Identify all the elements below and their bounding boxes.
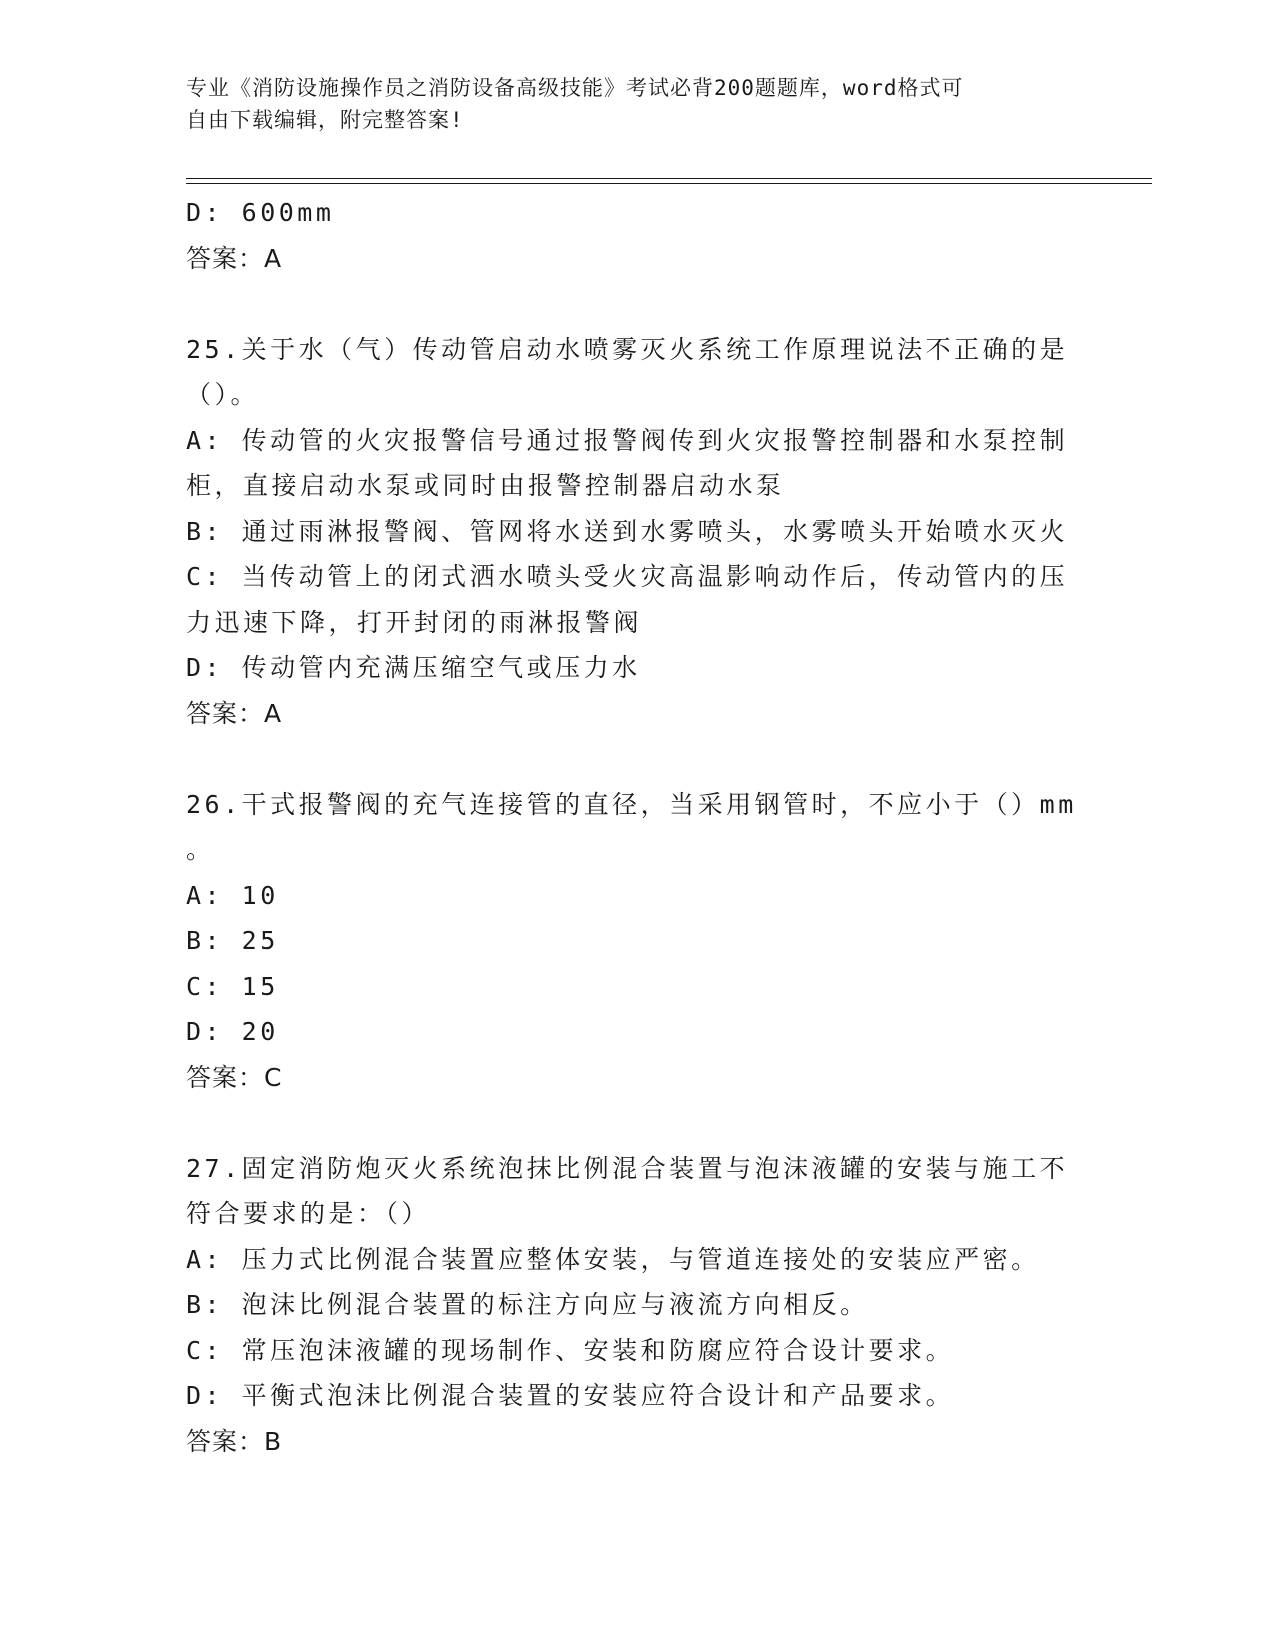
option-d: D: 600mm: [186, 198, 335, 227]
question-stem: （）。: [186, 380, 260, 409]
header-divider: [186, 183, 1152, 184]
option-c: 力迅速下降，打开封闭的雨淋报警阀: [186, 607, 643, 637]
question-stem: 符合要求的是：（）: [186, 1199, 431, 1228]
page-header: [186, 72, 1086, 136]
question-stem: 27.固定消防炮灭火系统泡抹比例混合装置与泡沫液罐的安装与施工不: [186, 1153, 1069, 1183]
question-stem: 25.关于水（气）传动管启动水喷雾灭火系统工作原理说法不正确的是: [186, 334, 1069, 364]
question-25: [186, 327, 1086, 737]
question-stem: 26.干式报警阀的充气连接管的直径，当采用钢管时，不应小于（）mm: [186, 789, 1077, 819]
question-26: [186, 782, 1086, 1101]
answer: 答案：A: [186, 698, 283, 728]
option-d: D: 平衡式泡沫比例混合装置的安装应符合设计和产品要求。: [186, 1381, 955, 1410]
question-27: [186, 1146, 1086, 1465]
option-b: B: 25: [186, 926, 279, 955]
option-d: D: 传动管内充满压缩空气或压力水: [186, 653, 641, 682]
option-a: A: 10: [186, 880, 279, 910]
question-list: [186, 190, 1086, 1464]
header-title-line-2: 自由下载编辑，附完整答案!: [186, 108, 464, 132]
option-a: A: 传动管的火灾报警信号通过报警阀传到火灾报警控制器和水泵控制: [186, 425, 1069, 455]
header-title-line-1: 专业《消防设施操作员之消防设备高级技能》考试必背200题题库，word格式可: [186, 76, 964, 100]
answer: 答案：B: [186, 1426, 283, 1456]
option-c: C: 常压泡沫液罐的现场制作、安装和防腐应符合设计要求。: [186, 1335, 955, 1365]
option-b: B: 泡沫比例混合装置的标注方向应与液流方向相反。: [186, 1290, 869, 1319]
option-c: C: 当传动管上的闭式洒水喷头受火灾高温影响动作后，传动管内的压: [186, 562, 1069, 591]
question-stem: 。: [186, 835, 215, 864]
option-d: D: 20: [186, 1017, 279, 1046]
option-a: 柜，直接启动水泵或同时由报警控制器启动水泵: [186, 471, 785, 500]
question-24-tail: [186, 190, 1086, 281]
header-divider: [186, 178, 1152, 179]
option-b: B: 通过雨淋报警阀、管网将水送到水雾喷头，水雾喷头开始喷水灭火: [186, 516, 1069, 546]
option-c: C: 15: [186, 971, 279, 1001]
answer: 答案：C: [186, 1062, 283, 1092]
option-a: A: 压力式比例混合装置应整体安装，与管道连接处的安装应严密。: [186, 1244, 1040, 1274]
answer: 答案：A: [186, 243, 283, 273]
